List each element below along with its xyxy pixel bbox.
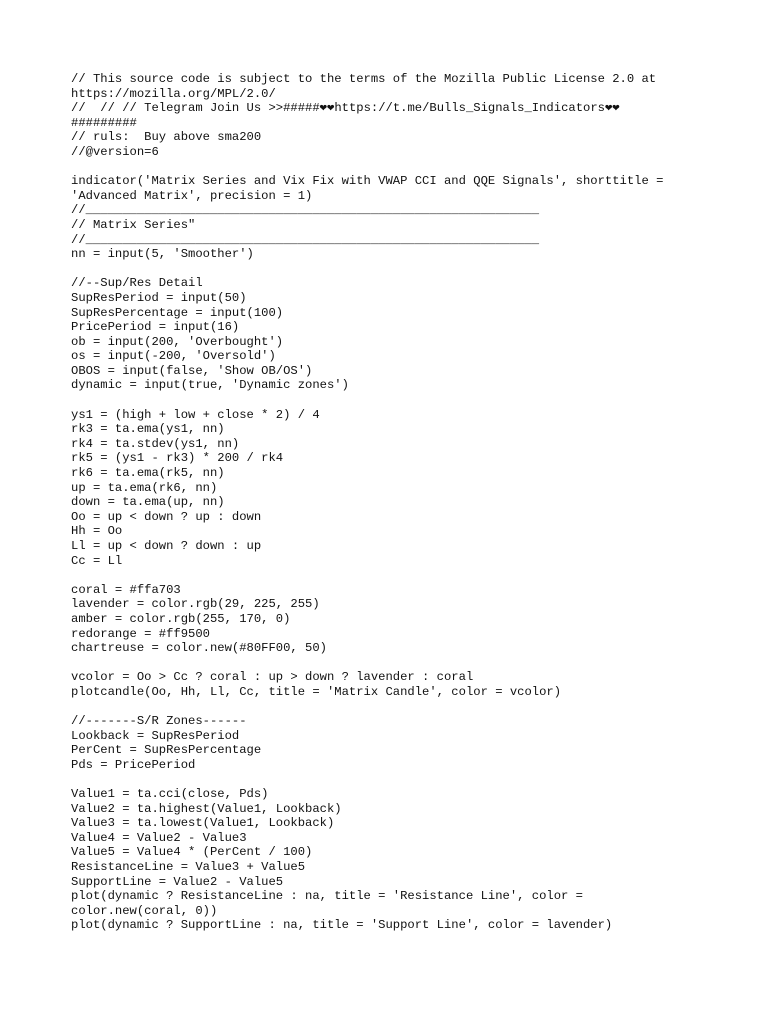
code-line: Cc = Ll [71,553,123,568]
code-line: down = ta.ema(up, nn) [71,495,225,510]
code-line: //______________________________________________________________ [71,232,540,247]
code-line: //@version=6 [71,144,159,159]
code-line: ys1 = (high + low + close * 2) / 4 [71,407,320,422]
code-line: rk4 = ta.stdev(ys1, nn) [71,436,240,451]
code-line: vcolor = Oo > Cc ? coral : up > down ? lavender : coral [71,670,474,685]
code-line [71,773,751,788]
code-line [71,656,751,671]
code-line: Value2 = ta.highest(Value1, Lookback) [71,801,342,816]
code-line: rk3 = ta.ema(ys1, nn) [71,422,225,437]
code-line: Ll = up < down ? down : up [71,539,262,553]
code-line: Value5 = Value4 * (PerCent / 100) [71,845,313,860]
code-line: ResistanceLine = Value3 + Value5 [71,860,306,875]
code-line: redorange = #ff9500 [71,626,210,641]
code-line [71,262,751,277]
code-line: plotcandle(Oo, Hh, Ll, Cc, title = 'Matrix Candle', color = vcolor) [71,684,562,699]
code-line: Oo = up < down ? up : down [71,509,262,524]
code-line: rk6 = ta.ema(rk5, nn) [71,466,225,481]
code-line: rk5 = (ys1 - rk3) * 200 / rk4 [71,451,284,466]
code-line: ob = input(200, 'Overbought') [71,334,284,349]
code-line: SupportLine = Value2 - Value5 [71,874,284,889]
code-line: amber = color.rgb(255, 170, 0) [71,611,291,626]
code-line: up = ta.ema(rk6, nn) [71,480,218,495]
code-line [71,160,751,175]
code-line: Value1 = ta.cci(close, Pds) [71,787,269,802]
code-line [71,568,751,583]
code-line [71,700,751,715]
code-line: PerCent = SupResPercentage [71,743,262,758]
code-line: //-------S/R Zones------ [71,714,247,729]
code-line: Value3 = ta.lowest(Value1, Lookback) [71,816,335,831]
code-line: SupResPeriod = input(50) [71,290,247,305]
code-line: https://mozilla.org/MPL/2.0/ [71,86,276,101]
code-line: coral = #ffa703 [71,582,181,597]
code-line: // Matrix Series" [71,217,196,232]
code-line: PricePeriod = input(16) [71,320,240,335]
code-line: indicator('Matrix Series and Vix Fix with VWAP CCI and QQE Signals', shorttitle = [71,174,664,189]
code-line: chartreuse = color.new(#80FF00, 50) [71,641,327,656]
code-line: 'Advanced Matrix', precision = 1) [71,188,313,203]
code-listing [71,72,751,933]
code-line: Lookback = SupResPeriod [71,728,240,743]
code-line: nn = input(5, 'Smoother') [71,247,254,262]
code-line: plot(dynamic ? SupportLine : na, title = 'Support Line', color = lavender) [71,918,613,933]
code-line: // This source code is subject to the terms of the Mozilla Public License 2.0 at [71,72,657,86]
code-line: //--Sup/Res Detail [71,276,203,291]
code-line: // ruls: Buy above sma200 [71,130,262,145]
code-line: os = input(-200, 'Oversold') [71,349,276,364]
code-line: plot(dynamic ? ResistanceLine : na, title = 'Resistance Line', color = [71,889,583,904]
code-line: lavender = color.rgb(29, 225, 255) [71,597,320,612]
code-line: // // // Telegram Join Us >>#####❤❤https://t.me/Bulls_Signals_Indicators❤❤ [71,101,620,116]
code-line: Pds = PricePeriod [71,757,196,772]
code-line: SupResPercentage = input(100) [71,305,284,320]
code-line: Value4 = Value2 - Value3 [71,830,247,845]
code-line: color.new(coral, 0)) [71,903,218,918]
code-line: OBOS = input(false, 'Show OB/OS') [71,363,313,378]
code-line: ######### [71,115,137,130]
code-line [71,393,751,408]
code-line: dynamic = input(true, 'Dynamic zones') [71,378,349,393]
code-line: //______________________________________________________________ [71,203,540,218]
code-line: Hh = Oo [71,524,123,539]
